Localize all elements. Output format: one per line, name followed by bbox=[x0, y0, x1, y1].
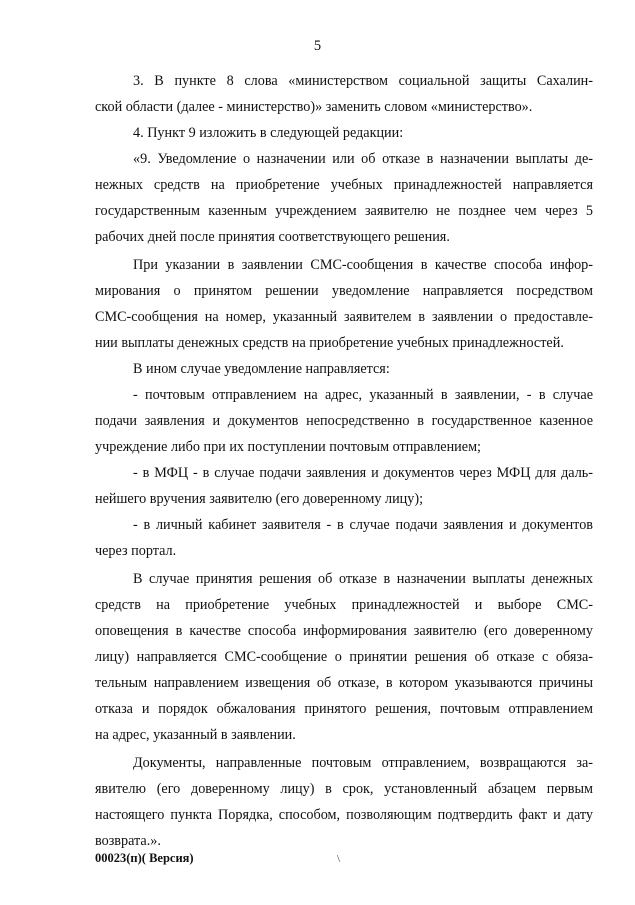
text-line: нейшего вручения заявителю (его доверенному лицу); bbox=[95, 491, 424, 507]
text-line: на адрес, указанный в заявлении. bbox=[95, 727, 296, 743]
text-line: - в личный кабинет заявителя - в случае подачи заявления и документов bbox=[133, 517, 593, 533]
paragraph bbox=[95, 120, 593, 146]
paragraph bbox=[95, 146, 593, 250]
text-line: через портал. bbox=[95, 543, 177, 559]
text-line: возврата.». bbox=[95, 833, 161, 849]
text-line: учреждение либо при их поступлении почтовым отправлением; bbox=[95, 439, 481, 455]
text-line: мирования о принятом решении уведомление направляется посредством bbox=[95, 283, 593, 299]
paragraph bbox=[95, 382, 593, 460]
text-line: оповещения в качестве способа информирования заявителю (его доверенному bbox=[95, 623, 593, 639]
text-line: государственным казенным учреждением заявителю не позднее чем через 5 bbox=[95, 203, 593, 219]
text-line: ской области (далее - министерство)» заменить словом «министерство». bbox=[95, 99, 533, 115]
text-line: 4. Пункт 9 изложить в следующей редакции: bbox=[133, 125, 404, 141]
text-line: нежных средств на приобретение учебных принадлежностей направляется bbox=[95, 177, 593, 193]
paragraph bbox=[95, 68, 593, 120]
text-line: подачи заявления и документов непосредственно в государственное казенное bbox=[95, 413, 593, 429]
text-line: настоящего пункта Порядка, способом, позволяющим подтвердить факт и дату bbox=[95, 807, 593, 823]
text-line: отказа и порядок обжалования принятого решения, почтовым отправлением bbox=[95, 701, 593, 717]
text-line: При указании в заявлении СМС-сообщения в качестве способа инфор- bbox=[133, 257, 593, 273]
text-line: тельным направлением извещения об отказе, в котором указываются причины bbox=[95, 675, 593, 691]
text-line: - почтовым отправлением на адрес, указанный в заявлении, - в случае bbox=[133, 387, 593, 403]
document-footer-code: 00023(п)( Версия) bbox=[95, 851, 194, 865]
text-line: рабочих дней после принятия соответствующего решения. bbox=[95, 229, 450, 245]
text-line: Документы, направленные почтовым отправлением, возвращаются за- bbox=[133, 755, 593, 771]
paragraph bbox=[95, 750, 593, 854]
paragraph bbox=[95, 566, 593, 748]
text-line: СМС-сообщения на номер, указанный заявителем в заявлении о предоставле- bbox=[95, 309, 593, 325]
text-line: лицу) направляется СМС-сообщение о принятии решения об отказе с обяза- bbox=[95, 649, 593, 665]
text-line: явителю (его доверенному лицу) в срок, установленный абзацем первым bbox=[95, 781, 593, 797]
text-line: нии выплаты денежных средств на приобретение учебных принадлежностей. bbox=[95, 335, 564, 351]
text-line: В ином случае уведомление направляется: bbox=[133, 361, 390, 377]
text-line: В случае принятия решения об отказе в назначении выплаты денежных bbox=[133, 571, 593, 587]
page-number: 5 bbox=[313, 38, 322, 54]
scan-mark: \ bbox=[337, 853, 341, 865]
text-line: «9. Уведомление о назначении или об отказе в назначении выплаты де- bbox=[133, 151, 593, 167]
text-line: 3. В пункте 8 слова «министерством социальной защиты Сахалин- bbox=[133, 73, 593, 89]
text-line: - в МФЦ - в случае подачи заявления и документов через МФЦ для даль- bbox=[133, 465, 593, 481]
paragraph bbox=[95, 512, 593, 564]
text-line: средств на приобретение учебных принадлежностей и выборе СМС- bbox=[95, 597, 593, 613]
paragraph bbox=[95, 356, 593, 382]
document-body bbox=[95, 68, 593, 854]
paragraph bbox=[95, 460, 593, 512]
paragraph bbox=[95, 252, 593, 356]
